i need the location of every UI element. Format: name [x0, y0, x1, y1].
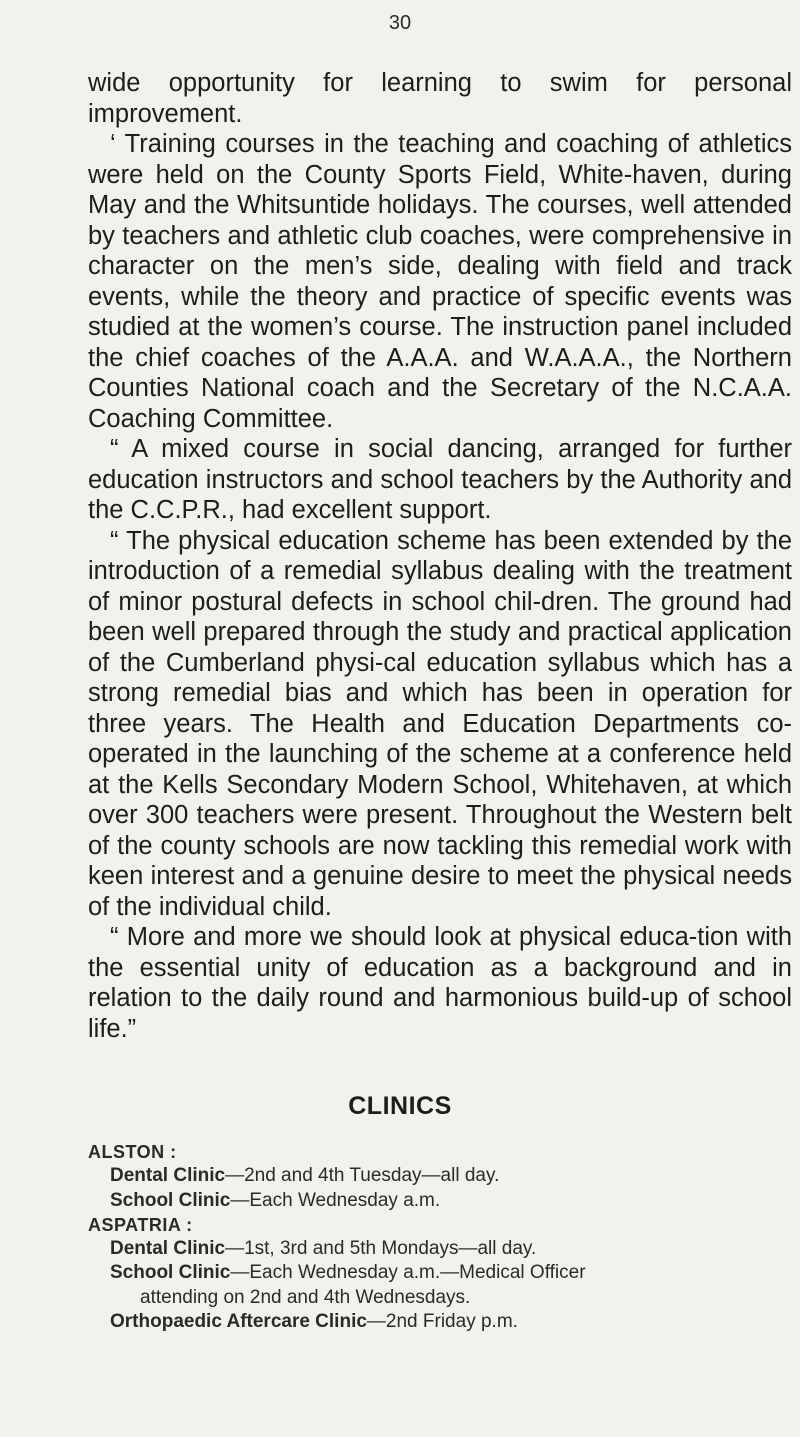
clinic-label: Dental Clinic: [110, 1238, 226, 1260]
place-alston: ALSTON :: [88, 1142, 177, 1162]
clinic-entry: [88, 1164, 792, 1188]
clinic-entry: [88, 1189, 792, 1213]
paragraph: wide opportunity for learning to swim for personal improvement.: [88, 69, 792, 128]
clinic-label: School Clinic: [110, 1189, 231, 1211]
clinic-entry: [88, 1261, 792, 1285]
paragraph: “ More and more we should look at physical educa-tion with the essential unity of education as a background and in relation to the daily round and harmonious build-up of school life.”: [88, 923, 792, 1043]
paragraph: “ The physical education scheme has been extended by the introduction of a remedial syllabus dealing with the treatment of minor postural defects in school chil-dren. The ground had been well prepared through the study and practical application of the Cumberland physi-cal education syllabus which has a strong remedial bias and which has been in operation for three years. The Health and Education Departments co-operated in the launching of the scheme at a conference held at the Kells Secondary Modern School, Whitehaven, at which over 300 teachers were present. Throughout the Western belt of the county schools are now tackling this remedial work with keen interest and a genuine desire to meet the physical needs of the individual child.: [88, 526, 792, 921]
paragraph: ‘ Training courses in the teaching and coaching of athletics were held on the County Sports Field, White-haven, during May and the Whitsuntide holidays. The courses, well attended by teachers and athletic club coaches, were comprehensive in character on the men’s side, dealing with field and track events, while the theory and practice of specific events was studied at the women’s course. The instruction panel included the chief coaches of the A.A.A. and W.A.A.A., the Northern Counties National coach and the Secretary of the N.C.A.A. Coaching Committee.: [88, 130, 792, 433]
clinic-label: Orthopaedic Aftercare Clinic: [110, 1311, 367, 1333]
page-number: 30: [388, 12, 412, 34]
clinic-schedule: —2nd and 4th Tuesday—all day.: [225, 1165, 500, 1187]
clinic-schedule: —Each Wednesday a.m.: [230, 1189, 441, 1211]
clinic-label: School Clinic: [110, 1262, 231, 1284]
clinics-heading: CLINICS: [348, 1092, 452, 1120]
body-text: [88, 68, 792, 1044]
clinic-entry: [88, 1237, 792, 1261]
clinic-label: Dental Clinic: [110, 1165, 226, 1187]
clinic-schedule: —2nd Friday p.m.: [366, 1311, 518, 1333]
place-aspatria: ASPATRIA :: [88, 1214, 193, 1235]
paragraph: “ A mixed course in social dancing, arranged for further education instructors and school teachers by the Authority and the C.C.P.R., had excellent support.: [88, 435, 792, 524]
clinic-schedule: —1st, 3rd and 5th Mondays—all day.: [225, 1238, 537, 1260]
clinic-schedule: —Each Wednesday a.m.—Medical Officer: [230, 1262, 586, 1284]
clinics-list: [88, 1140, 792, 1334]
clinic-schedule-continued: attending on 2nd and 4th Wednesdays.: [140, 1286, 471, 1308]
clinic-entry: [88, 1310, 792, 1334]
